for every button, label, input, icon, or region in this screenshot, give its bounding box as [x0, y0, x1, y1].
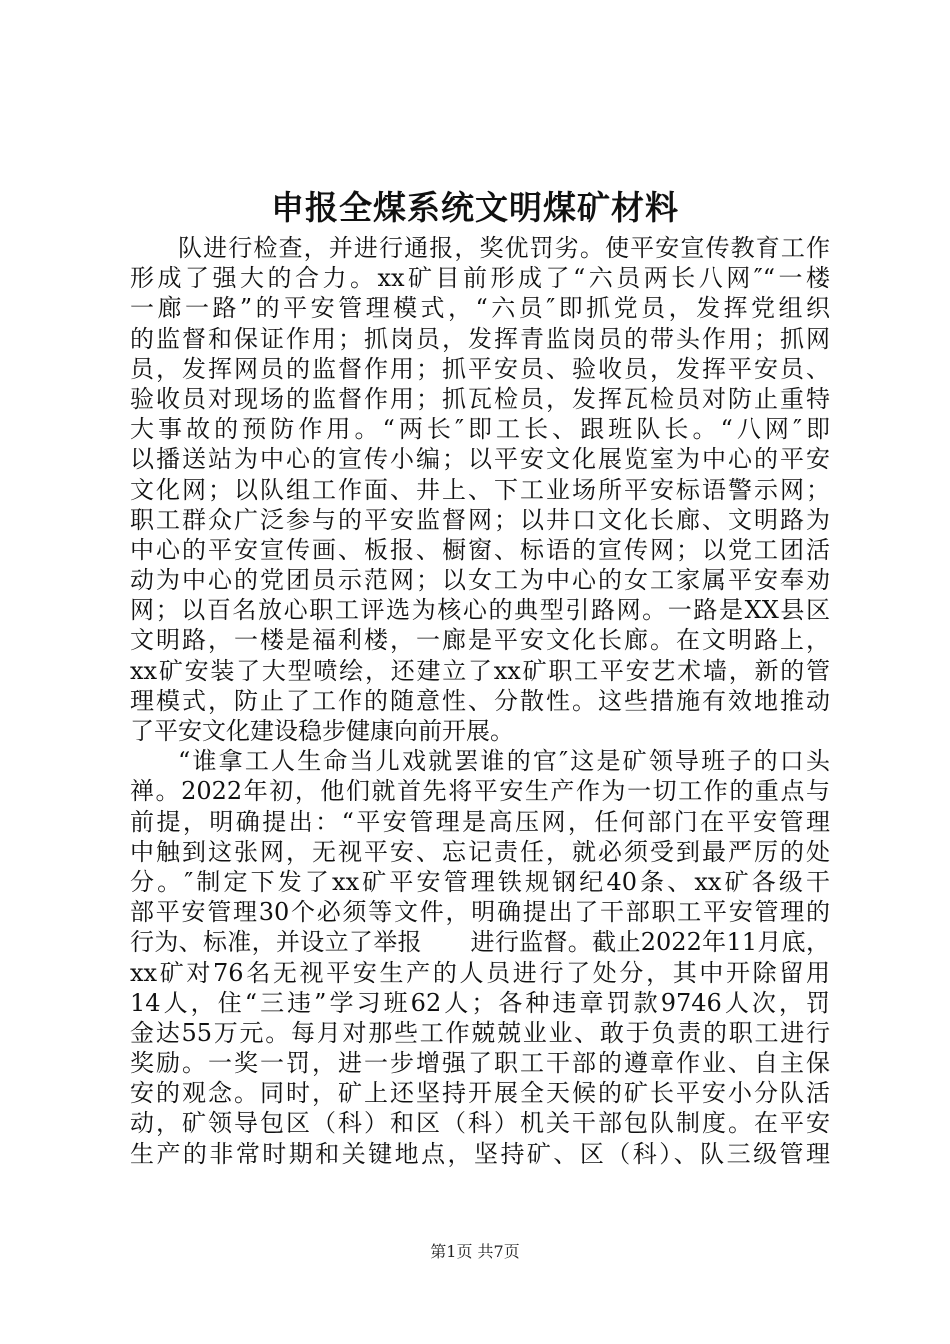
text-line: 动，矿领导包区（科）和区（科）机关干部包队制度。在平安 — [130, 1109, 830, 1138]
text-line: 前提，明确提出：“平安管理是高压网，任何部门在平安管理 — [130, 807, 830, 836]
text-line: xx矿安装了大型喷绘，还建立了xx矿职工平安艺术墙，新的管 — [130, 656, 830, 685]
text-line: 行为、标准，并设立了举报 进行监督。截止2022年11月底， — [130, 928, 830, 957]
document-body — [130, 233, 830, 1169]
text-line: 文化网；以队组工作面、井上、下工业场所平安标语警示网； — [130, 475, 830, 504]
text-line: 队进行检查，并进行通报，奖优罚劣。使平安宣传教育工作 — [178, 234, 830, 262]
text-line: “谁拿工人生命当儿戏就罢谁的官″这是矿领导班子的口头 — [178, 747, 830, 776]
text-line: 分。″制定下发了xx矿平安管理铁规钢纪40条、xx矿各级干 — [130, 867, 830, 896]
document-title: 申报全煤系统文明煤矿材料 — [271, 188, 679, 227]
text-line: 部平安管理30个必须等文件，明确提出了干部职工平安管理的 — [130, 898, 830, 927]
text-line: 员，发挥网员的监督作用；抓平安员、验收员，发挥平安员、 — [130, 354, 830, 383]
text-line: 动为中心的党团员示范网；以女工为中心的女工家属平安奉劝 — [130, 566, 830, 595]
text-line: 网；以百名放心职工评选为核心的典型引路网。一路是XX县区 — [130, 596, 830, 625]
text-line: 理模式，防止了工作的随意性、分散性。这些措施有效地推动 — [130, 686, 830, 715]
text-line: 职工群众广泛参与的平安监督网；以井口文化长廊、文明路为 — [130, 505, 830, 534]
text-line: 禅。2022年初，他们就首先将平安生产作为一切工作的重点与 — [130, 777, 830, 806]
text-line: 金达55万元。每月对那些工作兢兢业业、敢于负责的职工进行 — [130, 1018, 830, 1047]
text-line: xx矿对76名无视平安生产的人员进行了处分，其中开除留用 — [130, 958, 830, 987]
text-line: 生产的非常时期和关键地点，坚持矿、区（科）、队三级管理 — [130, 1139, 830, 1168]
text-line: 的监督和保证作用；抓岗员，发挥青监岗员的带头作用；抓网 — [130, 324, 830, 353]
text-line: 中触到这张网，无视平安、忘记责任，就必须受到最严厉的处 — [130, 837, 830, 866]
text-line: 14人，住“三违”学习班62人；各种违章罚款9746人次，罚 — [130, 988, 830, 1017]
text-line: 以播送站为中心的宣传小编；以平安文化展览室为中心的平安 — [130, 445, 830, 474]
text-line: 安的观念。同时，矿上还坚持开展全天候的矿长平安小分队活 — [130, 1079, 830, 1108]
text-line: 一廊一路”的平安管理模式，“六员″即抓党员，发挥党组织 — [130, 294, 830, 323]
text-line: 奖励。一奖一罚，进一步增强了职工干部的遵章作业、自主保 — [130, 1049, 830, 1078]
text-line: 形成了强大的合力。xx矿目前形成了“六员两长八网″“一楼 — [130, 264, 830, 293]
text-line: 文明路，一楼是福利楼，一廊是平安文化长廊。在文明路上， — [130, 626, 830, 655]
paragraph — [130, 233, 830, 746]
text-line: 中心的平安宣传画、板报、橱窗、标语的宣传网；以党工团活 — [130, 535, 830, 564]
text-line: 了平安文化建设稳步健康向前开展。 — [130, 717, 514, 745]
page-number-footer: 第1页 共7页 — [430, 1242, 520, 1261]
text-line: 大事故的预防作用。“两长″即工长、跟班队长。“八网″即 — [130, 415, 830, 444]
text-line: 验收员对现场的监督作用；抓瓦检员，发挥瓦检员对防止重特 — [130, 384, 830, 413]
paragraph — [130, 746, 830, 1169]
